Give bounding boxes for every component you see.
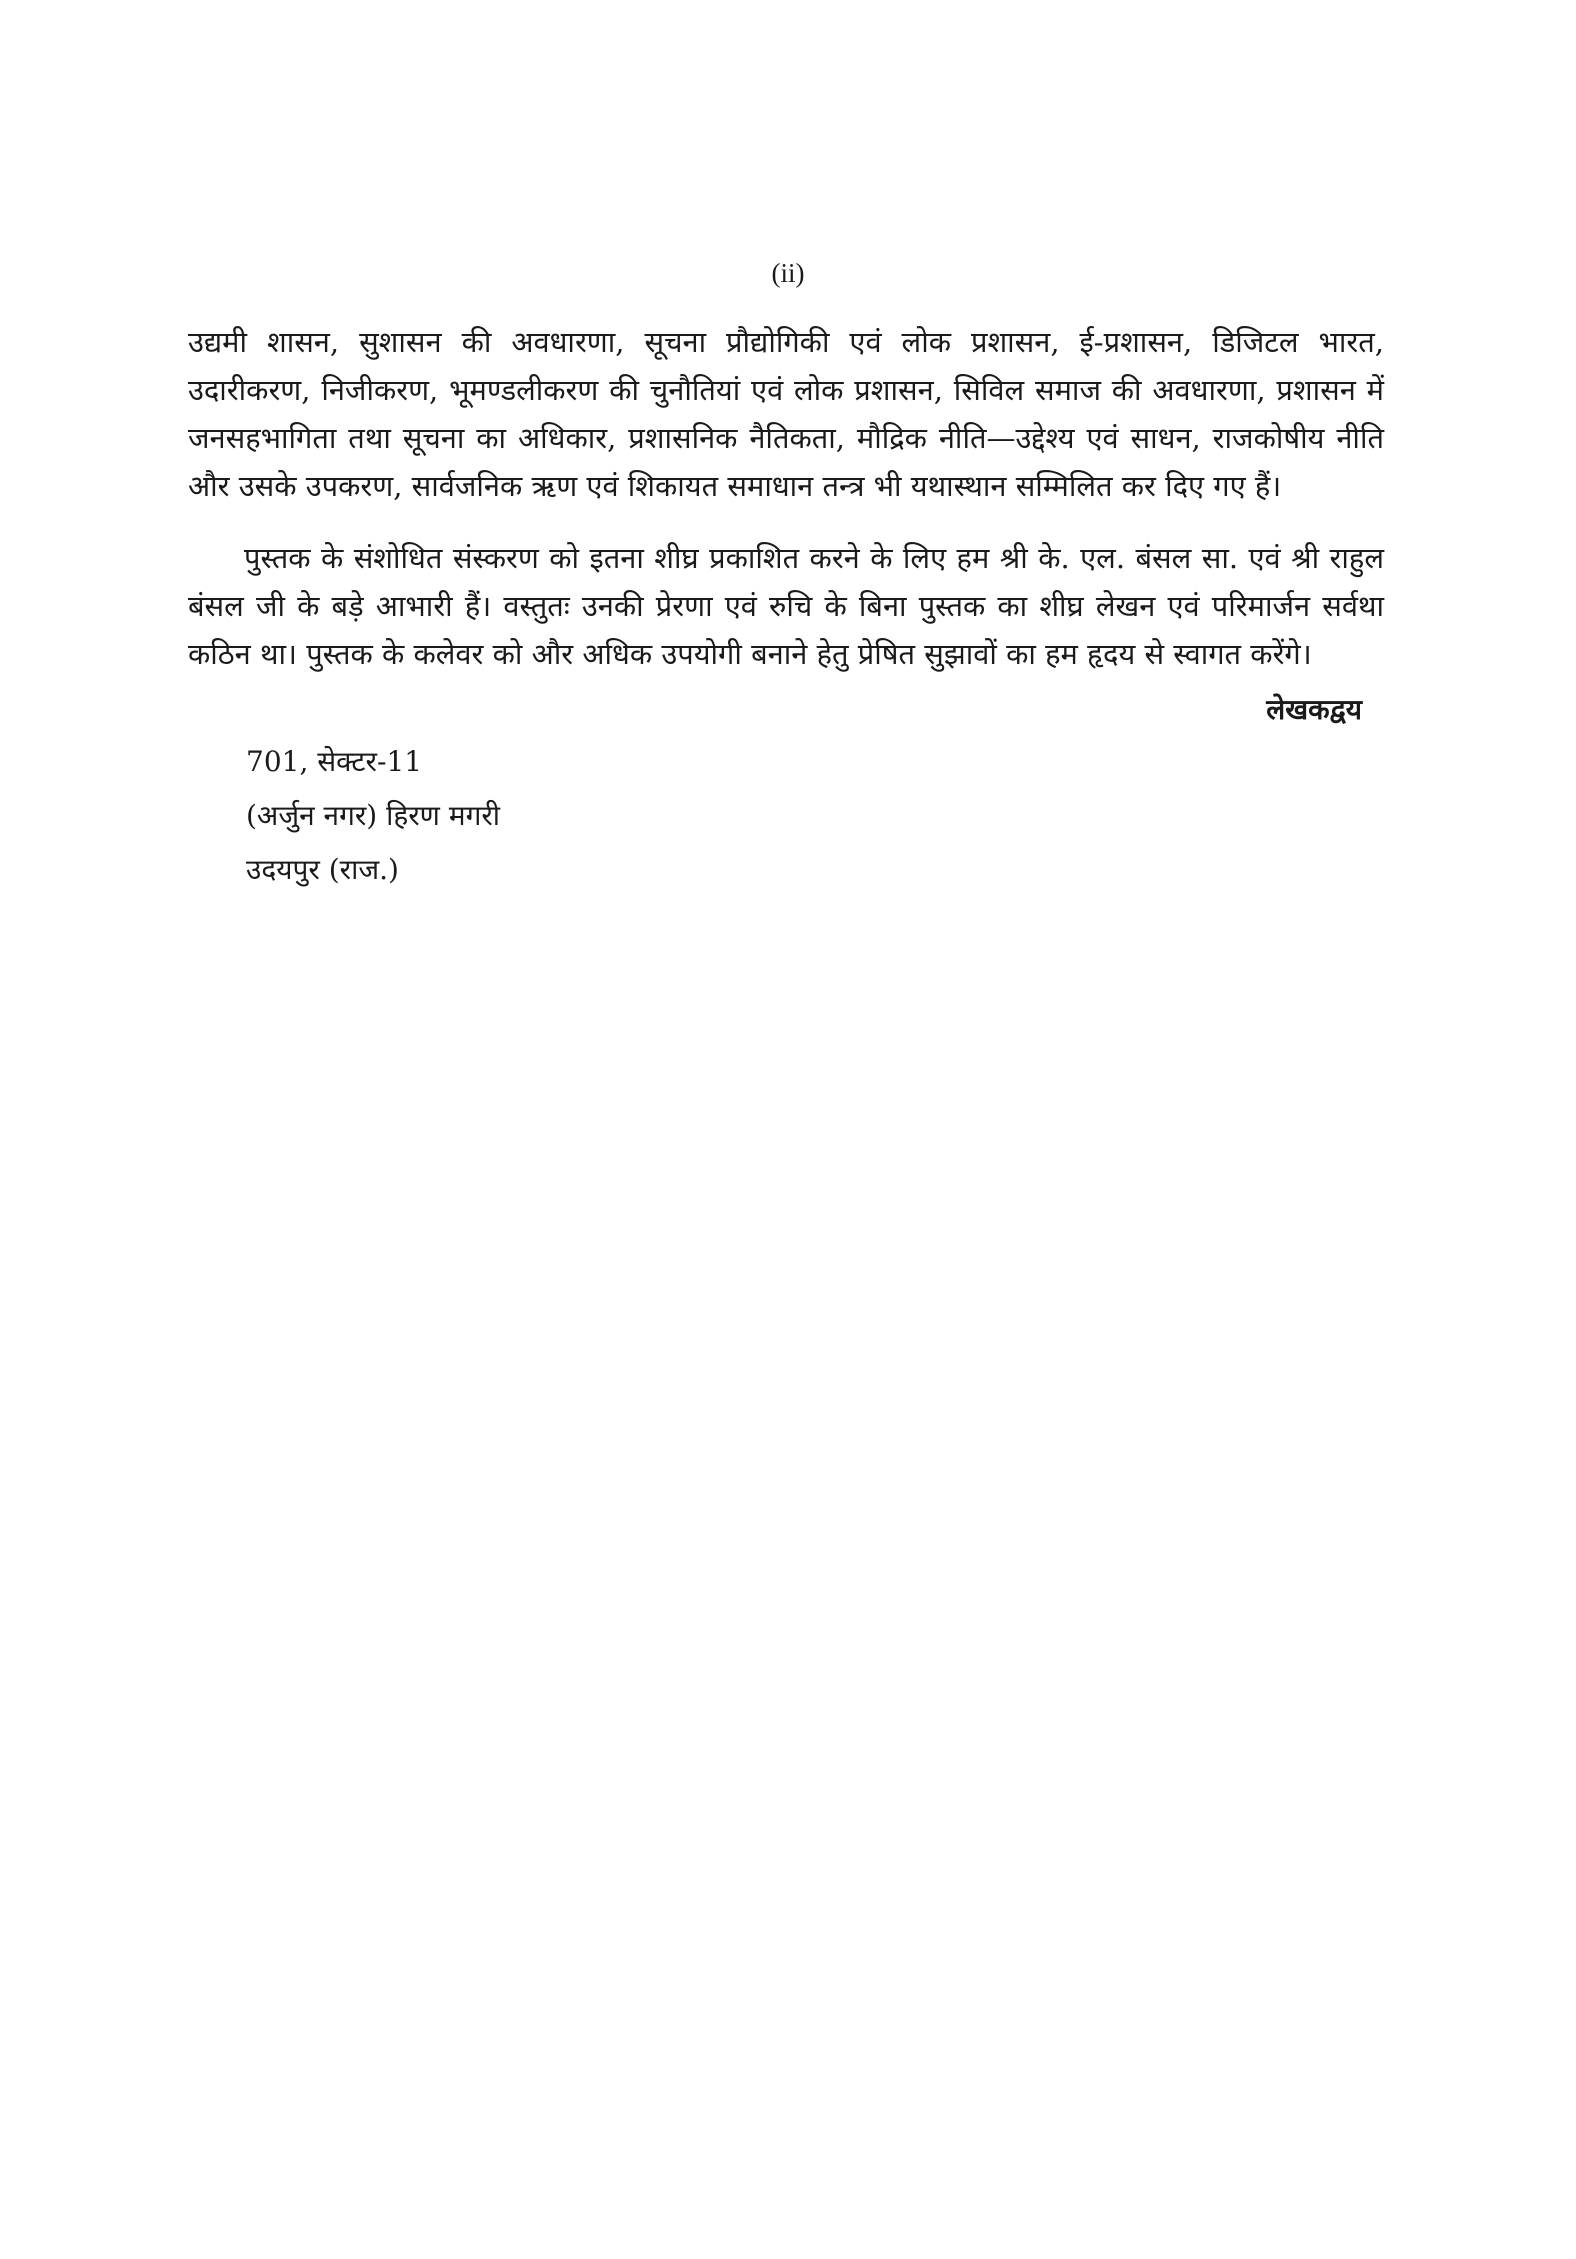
address-line: 701, सेक्टर-11 [246, 745, 423, 778]
address-line: उदयपुर (राज.) [246, 853, 399, 886]
address-line: (अर्जुन नगर) हिरण मगरी [246, 799, 501, 832]
signature: लेखकद्वय [1266, 693, 1362, 726]
address-block [246, 735, 500, 897]
paragraph-acknowledgement: पुस्तक के संशोधित संस्करण को इतना शीघ्र प्रकाशित करने के लिए हम श्री के. एल. बंसल सा. एवं श्री राहुल बंसल जी के बड़े आभारी हैं। वस्तुतः उनकी प्रेरणा एवं रुचि के बिना पुस्तक का शीघ्र लेखन एवं परिमार्जन सर्वथा कठिन था। पुस्तक के कलेवर को और अधिक उपयोगी बनाने हेतु प्रेषित सुझावों का हम हृदय से स्वागत करेंगे। [188, 541, 1384, 671]
body-text [188, 318, 1384, 678]
page-number: (ii) [771, 258, 805, 288]
paragraph-topics: उद्यमी शासन, सुशासन की अवधारणा, सूचना प्रौद्योगिकी एवं लोक प्रशासन, ई-प्रशासन, डिजिटल भारत, उदारीकरण, निजीकरण, भूमण्डलीकरण की चुनौतियां एवं लोक प्रशासन, सिविल समाज की अवधारणा, प्रशासन में जनसहभागिता तथा सूचना का अधिकार, प्रशासनिक नैतिकता, मौद्रिक नीति—उद्देश्य एवं साधन, राजकोषीय नीति और उसके उपकरण, सार्वजनिक ऋण एवं शिकायत समाधान तन्त्र भी यथास्थान सम्मिलित कर दिए गए हैं। [188, 325, 1384, 503]
